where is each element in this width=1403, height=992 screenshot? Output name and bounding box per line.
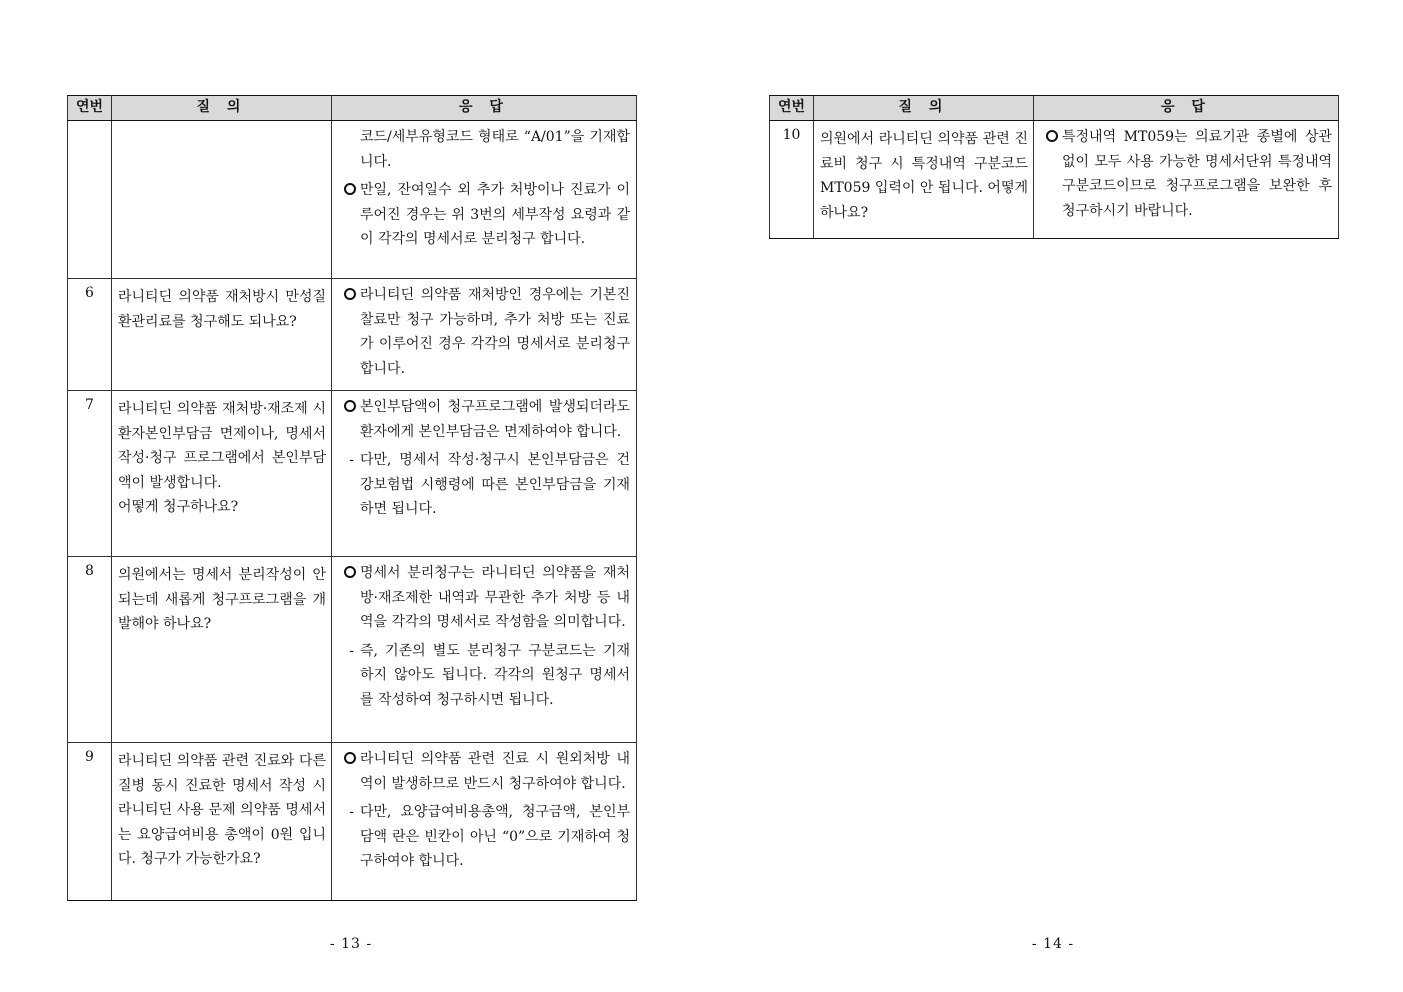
row-number: 9 xyxy=(68,743,112,901)
dash-bullet-icon: - xyxy=(349,642,354,659)
question-cell xyxy=(112,121,332,279)
row-number xyxy=(68,121,112,279)
hollow-circle-bullet-icon xyxy=(1040,125,1062,223)
answer-item xyxy=(338,561,630,635)
row-number: 10 xyxy=(770,121,814,239)
answer-item xyxy=(338,283,630,381)
page-14 xyxy=(769,95,1338,239)
answer-cell xyxy=(332,391,637,557)
page-number-right: - 14 - xyxy=(1031,936,1075,952)
answer-item xyxy=(338,747,630,796)
answer-cell xyxy=(332,121,637,279)
table-row xyxy=(770,121,1339,239)
page-number-left: - 13 - xyxy=(329,936,373,952)
question-cell xyxy=(112,743,332,901)
answer-cell xyxy=(332,557,637,743)
table-body-right xyxy=(770,121,1339,239)
header-no: 연번 xyxy=(68,96,112,121)
qa-table-page-13 xyxy=(67,95,637,901)
answer-cell xyxy=(332,279,637,391)
continuation-indent xyxy=(338,125,360,174)
row-number: 8 xyxy=(68,557,112,743)
header-question: 질 의 xyxy=(814,96,1034,121)
question-text: 어떻게 청구하나요? xyxy=(118,499,239,516)
answer-item xyxy=(338,178,630,252)
header-answer: 응 답 xyxy=(1034,96,1339,121)
hollow-circle-bullet-icon xyxy=(338,395,360,444)
answer-item xyxy=(338,125,630,174)
answer-item xyxy=(338,395,630,444)
hollow-circle-bullet-icon xyxy=(338,283,360,381)
header-no: 연번 xyxy=(770,96,814,121)
answer-text: 다만, 요양급여비용총액, 청구금액, 본인부담액 란은 빈칸이 아닌 “0”으로 기재하여 청구하여야 합니다. xyxy=(360,804,630,870)
answer-text: 만일, 잔여일수 외 추가 처방이나 진료가 이루어진 경우는 위 3번의 세부작성 요령과 같이 각각의 명세서로 분리청구 합니다. xyxy=(360,182,630,248)
answer-text: 코드/세부유형코드 형태로 “A/01”을 기재합니다. xyxy=(360,129,630,170)
qa-table-page-14 xyxy=(769,95,1339,239)
table-body-left xyxy=(68,121,637,901)
answer-item xyxy=(338,639,630,713)
question-text: 라니티딘 의약품 재처방·재조제 시 환자본인부담금 면제이나, 명세서 작성·청구 프로그램에서 본인부담액이 발생합니다. xyxy=(118,401,326,491)
question-text: 라니티딘 의약품 관련 진료와 다른 질병 동시 진료한 명세서 작성 시 라니티딘 사용 문제 의약품 명세서는 요양급여비용 총액이 0원 입니다. 청구가 가능한가요? xyxy=(118,753,326,868)
answer-cell xyxy=(332,743,637,901)
row-number: 7 xyxy=(68,391,112,557)
table-row xyxy=(68,391,637,557)
answer-item xyxy=(1040,125,1332,223)
table-row xyxy=(68,121,637,279)
answer-item xyxy=(338,448,630,522)
table-row xyxy=(68,279,637,391)
answer-item xyxy=(338,800,630,874)
question-text: 의원에서 라니티딘 의약품 관련 진료비 청구 시 특정내역 구분코드 MT059 입력이 안 됩니다. 어떻게 하나요? xyxy=(820,131,1028,221)
row-number: 6 xyxy=(68,279,112,391)
question-cell xyxy=(112,279,332,391)
table-row xyxy=(68,557,637,743)
answer-text: 다만, 명세서 작성·청구시 본인부담금은 건강보험법 시행령에 따른 본인부담금을 기재하면 됩니다. xyxy=(360,452,630,518)
question-cell xyxy=(112,557,332,743)
hollow-circle-bullet-icon xyxy=(338,561,360,635)
table-header-row xyxy=(68,96,637,121)
header-question: 질 의 xyxy=(112,96,332,121)
answer-text: 즉, 기존의 별도 분리청구 구분코드는 기재하지 않아도 됩니다. 각각의 원청구 명세서를 작성하여 청구하시면 됩니다. xyxy=(360,642,630,708)
hollow-circle-bullet-icon xyxy=(338,747,360,796)
answer-cell xyxy=(1034,121,1339,239)
header-answer: 응 답 xyxy=(332,96,637,121)
question-text: 라니티딘 의약품 재처방시 만성질환관리료를 청구해도 되나요? xyxy=(118,289,326,330)
table-header-row xyxy=(770,96,1339,121)
question-text: 의원에서는 명세서 분리작성이 안되는데 새롭게 청구프로그램을 개발해야 하나요? xyxy=(118,567,326,633)
table-row xyxy=(68,743,637,901)
dash-bullet-icon: - xyxy=(349,452,354,469)
page-13 xyxy=(67,95,636,901)
question-cell xyxy=(814,121,1034,239)
answer-text: 라니티딘 의약품 재처방인 경우에는 기본진찰료만 청구 가능하며, 추가 처방 또는 진료가 이루어진 경우 각각의 명세서로 분리청구 합니다. xyxy=(360,287,630,377)
dash-bullet-icon: - xyxy=(349,804,354,821)
answer-text: 특정내역 MT059는 의료기관 종별에 상관없이 모두 사용 가능한 명세서단위 특정내역 구분코드이므로 청구프로그램을 보완한 후 청구하시기 바랍니다. xyxy=(1062,129,1332,219)
hollow-circle-bullet-icon xyxy=(338,178,360,252)
answer-text: 본인부담액이 청구프로그램에 발생되더라도 환자에게 본인부담금은 면제하여야 합니다. xyxy=(360,399,630,440)
question-cell xyxy=(112,391,332,557)
answer-text: 라니티딘 의약품 관련 진료 시 원외처방 내역이 발생하므로 반드시 청구하여야 합니다. xyxy=(360,751,630,792)
answer-text: 명세서 분리청구는 라니티딘 의약품을 재처방·재조제한 내역과 무관한 추가 처방 등 내역을 각각의 명세서로 작성함을 의미합니다. xyxy=(360,565,630,631)
